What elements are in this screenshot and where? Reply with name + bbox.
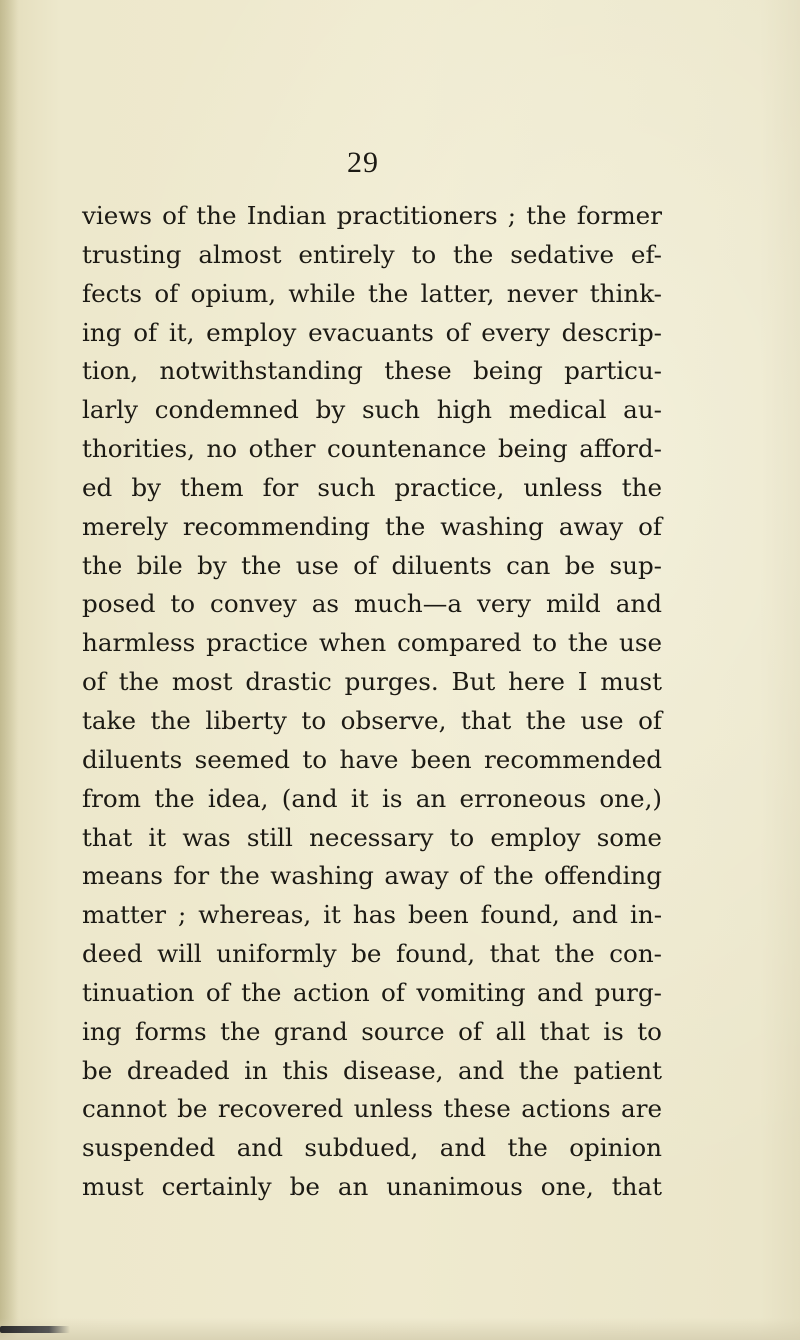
text-line: trusting almost entirely to the sedative ef- [82, 239, 662, 269]
text-line: suspended and subdued, and the opinion [82, 1133, 662, 1163]
page-number: 29 [347, 146, 379, 179]
text-line: larly condemned by such high medical au- [82, 395, 662, 425]
page-bottom-edge [0, 1318, 800, 1340]
text-line: fects of opium, while the latter, never think- [82, 278, 662, 308]
text-line: deed will uniformly be found, that the con- [82, 939, 662, 969]
text-line: must certainly be an unanimous one, that [82, 1172, 662, 1202]
text-line: take the liberty to observe, that the use of [82, 705, 662, 735]
text-line: thorities, no other countenance being afford- [82, 434, 662, 464]
scan-edge-mark [0, 1326, 70, 1333]
text-line: harmless practice when compared to the use [82, 628, 662, 658]
text-line: be dreaded in this disease, and the patient [82, 1055, 662, 1085]
text-line: that it was still necessary to employ some [82, 822, 662, 852]
text-line: tion, notwithstanding these being particu- [82, 356, 662, 386]
text-line: the bile by the use of diluents can be sup- [82, 550, 662, 580]
text-line: means for the washing away of the offending [82, 861, 662, 891]
gutter-shadow [0, 0, 18, 1340]
text-line: of the most drastic purges. But here I must [82, 667, 662, 697]
text-line: cannot be recovered unless these actions are [82, 1094, 662, 1124]
text-line: views of the Indian practitioners ; the former [82, 201, 662, 230]
text-line: from the idea, (and it is an erroneous one,) [82, 783, 662, 813]
text-line: tinuation of the action of vomiting and purg- [82, 977, 662, 1007]
text-line: ing forms the grand source of all that is to [82, 1016, 662, 1046]
text-line: ing of it, employ evacuants of every descrip- [82, 317, 662, 347]
text-line: posed to convey as much—a very mild and [82, 589, 662, 619]
text-line: ed by them for such practice, unless the [82, 472, 662, 502]
text-line: merely recommending the washing away of [82, 511, 662, 541]
text-line: diluents seemed to have been recommended [82, 744, 662, 774]
body-text [82, 197, 662, 1207]
text-line: matter ; whereas, it has been found, and in- [82, 900, 662, 930]
